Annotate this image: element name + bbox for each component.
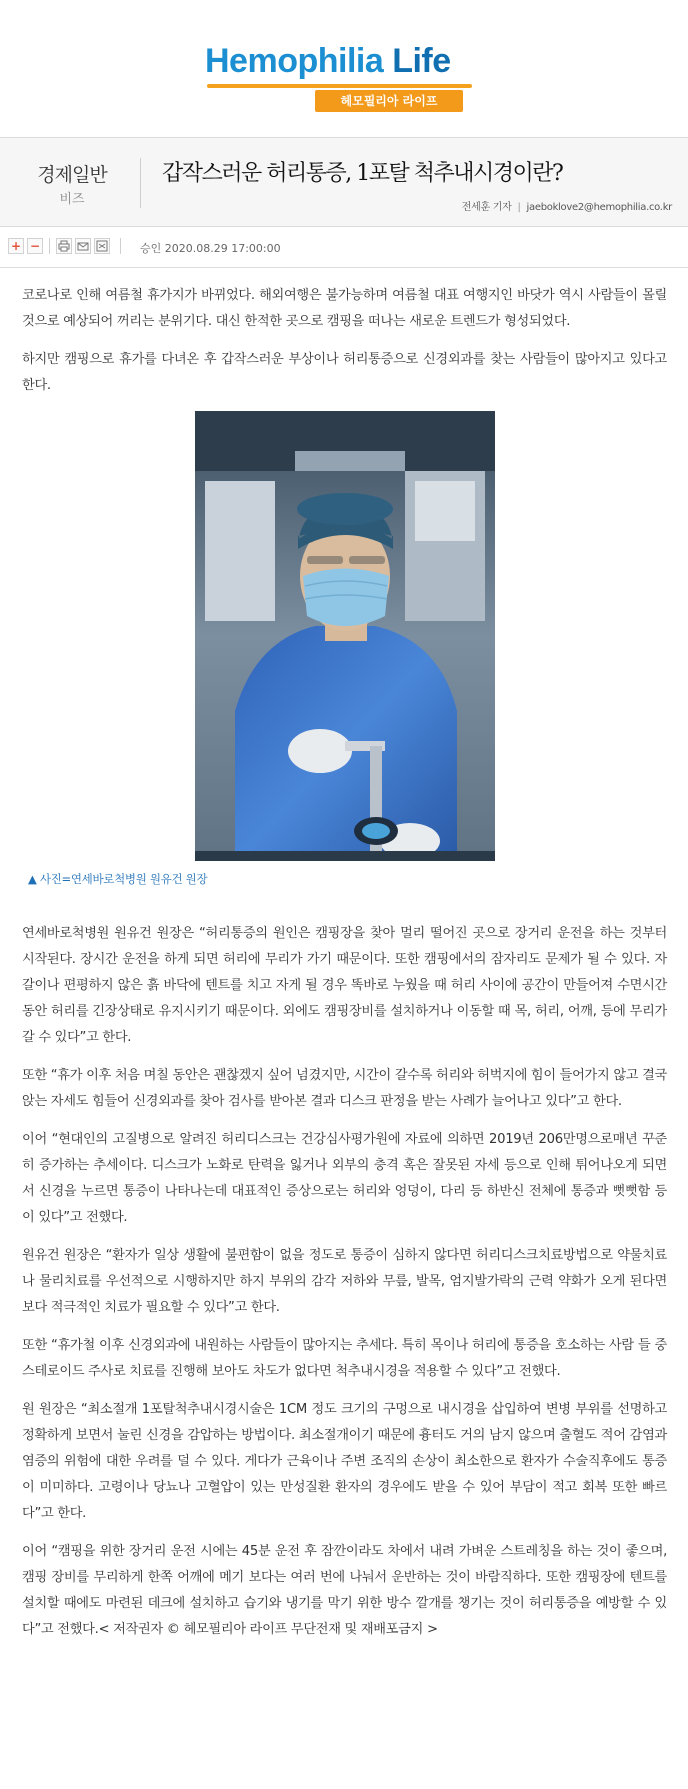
logo-text-hemophilia: Hemophilia (205, 42, 384, 80)
article-title-bar (0, 138, 688, 227)
font-decrease-button[interactable]: − (27, 238, 43, 254)
article-paragraph: 원유건 원장은 “환자가 일상 생활에 불편함이 없을 정도로 통증이 심하지 않다면 허리디스크치료방법으로 약물치료나 물리치료를 우선적으로 시행하지만 하지 부위의 감각 저하와 무릎, 발목, 엄지발가락의 근력 약화가 오게 된다면 보다 적극적인 치료가 필요할 수 있다”고 한다. (22, 1248, 667, 1315)
subsection-name[interactable]: 비즈 (59, 192, 85, 207)
article-paragraph: 코로나로 인해 여름철 휴가지가 바뀌었다. 해외여행은 불가능하며 여름철 대표 여행지인 바닷가 역시 사람들이 몰릴 것으로 예상되어 꺼리는 분위기다. 대신 한적한 곳으로 캠핑을 떠나는 새로운 트렌드가 형성되었다. (22, 288, 667, 329)
logo-wordmark (205, 42, 451, 81)
byline (462, 198, 672, 213)
article-photo[interactable] (195, 411, 495, 861)
article-paragraph: 원 원장은 “최소절개 1포탈척추내시경시술은 1CM 정도 크기의 구멍으로 내시경을 삽입하여 변병 부위를 선명하고 정확하게 보면서 눌린 신경을 감압하는 방법이다. 최소절개이기 때문에 흉터도 거의 남지 않으며 출혈도 적어 감염과 염증의 위험에 대한 우려를 덜 수 있다. 게다가 근육이나 주변 조직의 손상이 최소한으로 환자가 수술직후에도 통증이 미미하다. 고령이나 당뇨나 고혈압이 있는 만성질환 환자의 경우에도 받을 수 있어 부담이 적고 회복 또한 빠르다”고 한다. (22, 1402, 667, 1521)
section-name[interactable]: 경제일반 (37, 164, 107, 186)
article-paragraph: 연세바로척병원 원유건 원장은 “허리통증의 원인은 캠핑장을 찾아 멀리 떨어진 곳으로 장거리 운전을 하는 것부터 시작된다. 장시간 운전을 하게 되면 허리에 무리가 가기 때문이다. 또한 캠핑에서의 잠자리도 문제가 될 수 있다. 자갈이나 편평하지 않은 흙 바닥에 텐트를 치고 자게 될 경우 똑바로 누웠을 때 허리 사이에 공간이 만들어져 수면시간 동안 허리를 긴장상태로 유지시키기 때문이다. 외에도 캠핑장비를 설치하거나 이동할 때 목, 허리, 어깨, 등에 무리가 갈 수 있다”고 한다. (22, 926, 667, 1045)
article-toolbar (0, 227, 688, 268)
logo-text-life: Life (392, 42, 451, 80)
reporter-email[interactable]: jaeboklove2@hemophilia.co.kr (526, 202, 672, 213)
mail-icon (77, 240, 89, 252)
toolbar-divider (49, 238, 50, 254)
reporter-name: 전세훈 기자 (461, 202, 512, 213)
font-increase-button[interactable]: + (8, 238, 24, 254)
approval-timestamp: 승인 2020.08.29 17:00:00 (140, 242, 281, 255)
printer-icon (58, 240, 70, 252)
article-paragraph: 이어 “현대인의 고질병으로 알려진 허리디스크는 건강심사평가원에 자료에 의하면 2019년 206만명으로매년 꾸준히 증가하는 추세이다. 디스크가 노화로 탄력을 잃거나 외부의 충격 혹은 잘못된 자세 등으로 인해 튀어나오게 되면서 신경을 누르면 통증이 나타나는데 대표적인 증상으로는 허리와 엉덩이, 다리 등 하반신 전체에 통증과 뻣뻣함 등이 있다”고 전했다. (22, 1132, 667, 1225)
print-button[interactable] (56, 238, 72, 254)
article-body (22, 283, 667, 1655)
article-paragraph: 하지만 캠핑으로 휴가를 다녀온 후 갑작스러운 부상이나 허리통증으로 신경외과를 찾는 사람들이 많아지고 있다고 한다. (22, 352, 667, 393)
site-logo[interactable] (205, 42, 480, 120)
article-paragraph: 또한 “휴가철 이후 신경외과에 내원하는 사람들이 많아지는 추세다. 특히 목이나 허리에 통증을 호소하는 사람 들 중 스테로이드 주사로 치료를 진행해 보아도 차도가 없다면 척추내시경을 적용할 수 있다”고 전했다. (22, 1338, 667, 1379)
article-paragraph: 또한 “휴가 이후 처음 며칠 동안은 괜찮겠지 싶어 넘겼지만, 시간이 갈수록 허리와 허벅지에 힘이 들어가지 않고 결국 앉는 자세도 힘들어 신경외과를 찾아 검사를 받아본 결과 디스크 판정을 받는 사례가 늘어나고 있다”고 한다. (22, 1068, 667, 1109)
article-photo-block (195, 411, 495, 861)
byline-separator: | (517, 202, 521, 213)
photo-caption: ▲ 사진=연세바로척병원 원유건 원장 (28, 872, 208, 886)
article-title: 갑작스러운 허리통증, 1포탈 척추내시경이란? (162, 161, 563, 186)
toolbar-divider (120, 238, 121, 254)
email-button[interactable] (75, 238, 91, 254)
title-divider (140, 158, 141, 208)
article-paragraph: 이어 “캠핑을 위한 장거리 운전 시에는 45분 운전 후 잠깐이라도 차에서 내려 가벼운 스트레칭을 하는 것이 좋으며, 캠핑 장비를 무리하게 한쪽 어깨에 메기 보다는 여러 번에 나눠서 운반하는 것이 바람직하다. 또한 캠핑장에 텐트를 설치할 때에도 마련된 데크에 설치하고 습기와 냉기를 막기 위한 방수 깔개를 챙기는 것이 허리통증을 예방할 수 있다”고 전했다.< 저작권자 © 헤모필리아 라이프 무단전재 및 재배포금지 > (22, 1544, 667, 1637)
logo-underline (207, 84, 472, 88)
share-icon (96, 240, 108, 252)
logo-subtitle: 헤모필리아 라이프 (315, 90, 463, 112)
site-header (0, 0, 688, 138)
share-button[interactable] (94, 238, 110, 254)
